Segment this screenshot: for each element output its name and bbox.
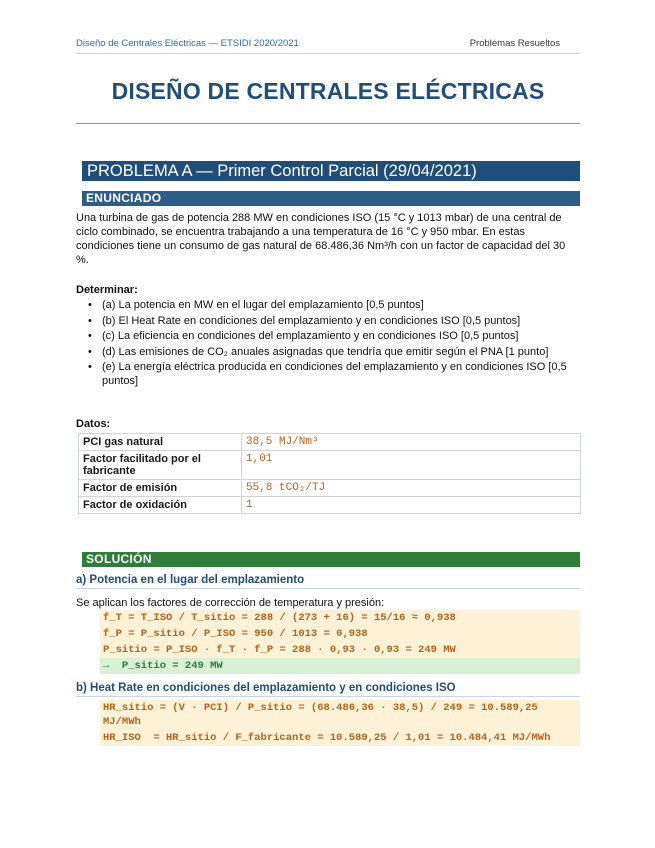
table-row [79,451,581,480]
equation-line: HR_ISO = HR_sitio / F_fabricante = 10.589,25 / 1,01 = 10.484,41 MJ/MWh [100,730,580,746]
statement-text: Una turbina de gas de potencia 288 MW en condiciones ISO (15 °C y 1013 mbar) de una central de ciclo combinado, se encuentra trabajando a una temperatura de 16 °C y 950 mbar. En estas condiciones tiene un consumo de gas natural de 68.486,36 Nm³/h con un factor de capacidad del 30 %. [76,212,566,266]
problem-title: PROBLEMA A — Primer Control Parcial (29/04/2021) [82,161,580,181]
determinar-label: Determinar: [76,284,138,296]
statement-heading: ENUNCIADO [82,191,580,206]
table-row [79,480,581,497]
document-title: DISEÑO DE CENTRALES ELÉCTRICAS [111,78,545,104]
subsection-a-intro: Se aplican los factores de corrección de temperatura y presión: [76,597,385,609]
datos-key: Factor de emisión [79,480,242,497]
table-row [79,497,581,514]
task-list [76,299,580,390]
list-item: • (c) La eficiencia en condiciones del emplazamiento y en condiciones ISO [0,5 puntos] [88,330,519,342]
title-divider [76,123,580,124]
running-header [76,37,580,54]
equation-line: f_P = P_sitio / P_ISO = 950 / 1013 = 0,938 [100,626,580,642]
datos-key: Factor de oxidación [79,497,242,514]
subsection-b-title: b) Heat Rate en condiciones del emplazamiento y en condiciones ISO [76,682,580,697]
datos-key: PCI gas natural [79,434,242,451]
datos-value: 38,5 MJ/Nm³ [242,434,581,451]
datos-key: Factor facilitado por el fabricante [79,451,242,480]
subsection-a-title: a) Potencia en el lugar del emplazamiento [76,574,580,589]
header-section: Problemas Resueltos [469,38,560,49]
list-item: • (b) El Heat Rate en condiciones del emplazamiento y en condiciones ISO [0,5 puntos] [88,314,521,327]
datos-value: 1,01 [242,451,581,480]
equation-line: HR_sitio = (V · PCI) / P_sitio = (68.486,36 · 38,5) / 249 = 10.589,25 MJ/MWh [100,700,580,730]
datos-value: 55,8 tCO₂/TJ [242,480,581,497]
result-line: → P_sitio = 249 MW [100,658,580,674]
header-course: Diseño de Centrales Eléctricas — ETSIDI 2020/2021 [76,38,299,49]
equation-line: P_sitio = P_ISO · f_T · f_P = 288 · 0,93 · 0,93 = 249 MW [100,642,580,658]
list-item: • (d) Las emisiones de CO₂ anuales asignadas que tendría que emitir según el PNA [1 punto] [88,345,549,358]
table-row [79,434,581,451]
list-item: • (a) La potencia en MW en el lugar del emplazamiento [0,5 puntos] [88,299,424,311]
datos-value: 1 [242,497,581,514]
list-item: • (e) La energía eléctrica producida en condiciones del emplazamiento y en condiciones ISO [0,5 puntos] [88,361,567,387]
datos-table [78,433,581,514]
datos-label: Datos: [76,418,111,430]
equation-line: f_T = T_ISO / T_sitio = 288 / (273 + 16) = 15/16 ≈ 0,938 [100,610,580,626]
solution-heading: SOLUCIÓN [82,552,580,567]
